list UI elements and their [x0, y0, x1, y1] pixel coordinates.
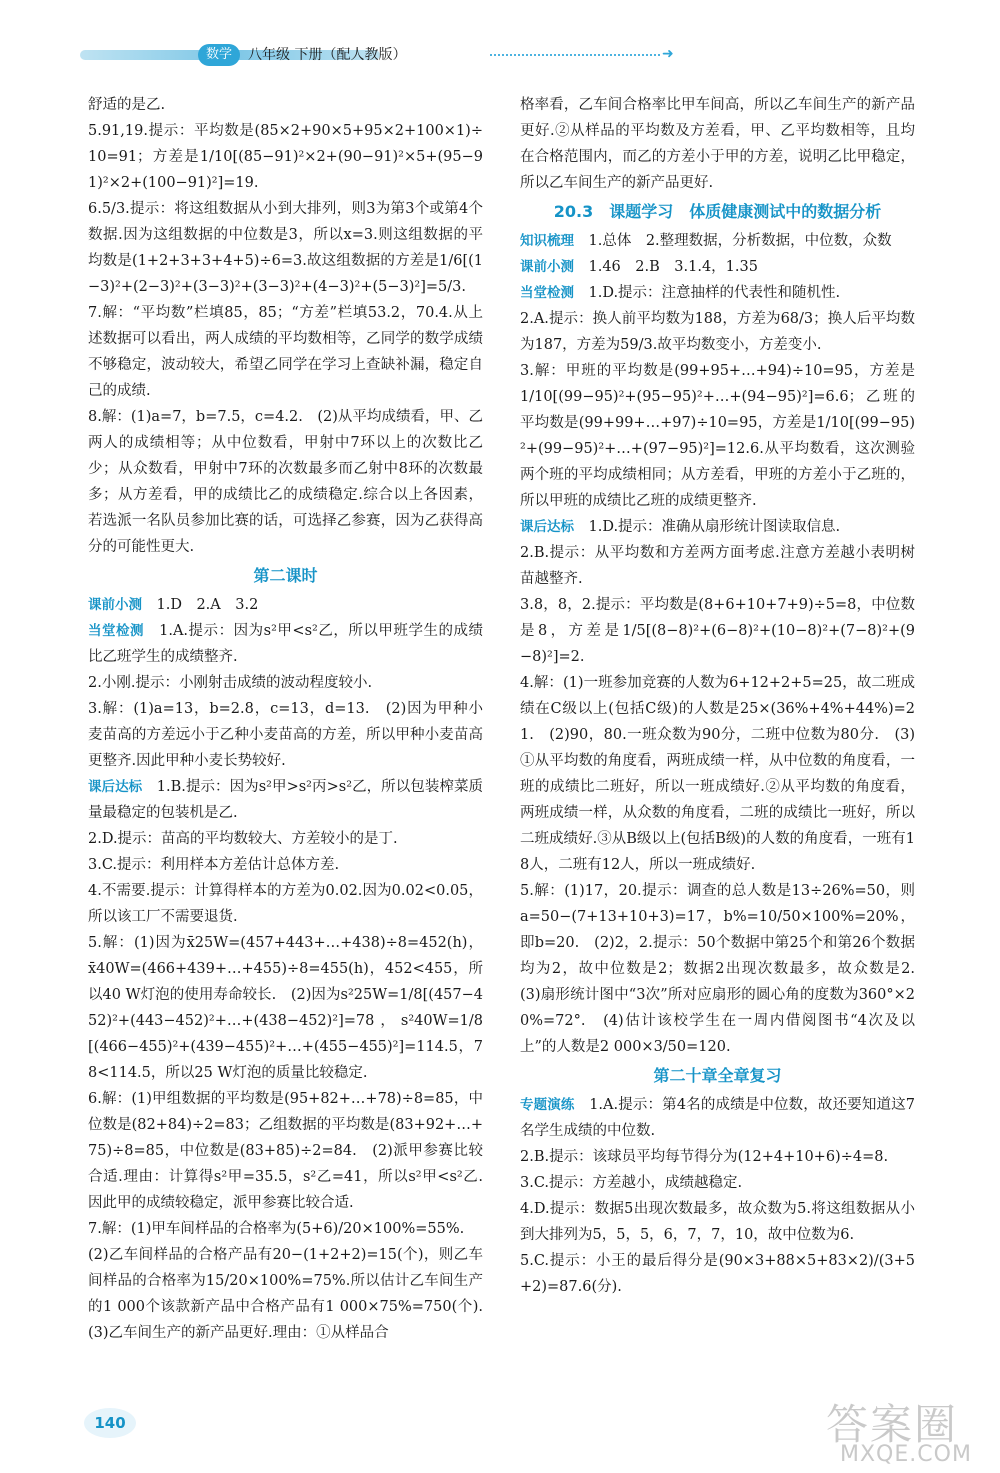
answer-text: 3.C.提示：利用样本方差估计总体方差.: [88, 857, 340, 873]
answer-text: 1.46 2.B 3.1.4，1.35: [588, 259, 758, 275]
answer-text: 2.A.提示：换人前平均数为188，方差为68/3；换人后平均数为187，方差为59/3.故平均数变小，方差变小.: [520, 311, 915, 353]
answer-block: [88, 592, 483, 618]
answer-text: 2.B.提示：从平均数和方差两方面考虑.注意方差越小表明树苗越整齐.: [520, 545, 915, 587]
answer-block: [520, 228, 915, 254]
section-heading: 第二十章全章复习: [653, 1066, 782, 1085]
answer-text: 5.C.提示：小王的最后得分是(90×3+88×5+83×2)/(3+5+2)=87.6(分).: [520, 1253, 915, 1295]
answer-text: 格率看，乙车间合格率比甲车间高，所以乙车间生产的新产品更好.②从样品的平均数及方差看，甲、乙平均数相等，且均在合格范围内，而乙的方差小于甲的方差，说明乙比甲稳定，所以乙车间生产的新产品更好.: [520, 97, 915, 191]
answer-text: 2.D.提示：苗高的平均数较大、方差较小的是丁.: [88, 831, 398, 847]
section-heading: 20.3 课题学习 体质健康测试中的数据分析: [553, 202, 882, 221]
answer-text: 3.解：甲班的平均数是(99+95+…+94)÷10=95，方差是1/10[(99−95)²+(95−95)²+…+(94−95)²]=6.6；乙班的平均数是(99+99+…+97)÷10=95，方差是1/10[(99−95)²+(99−95)²+…+(97−95)²]=12.6.从平均数看，这次测验两个班的平均成绩相同；从方差看，甲班的方差小于乙班的，所以甲班的成绩比乙班的成绩更整齐.: [520, 363, 915, 509]
block-tag: 课后达标: [88, 779, 143, 795]
watermark-url: MXQE.COM: [840, 1442, 972, 1467]
answer-text: 1.A.提示：因为s²甲<s²乙，所以甲班学生的成绩比乙班学生的成绩整齐.: [88, 623, 484, 665]
answer-text: 2.B.提示：该球员平均每节得分为(12+4+10+6)÷4=8.: [520, 1149, 889, 1165]
answer-block: [88, 618, 483, 670]
answer-text: 4.D.提示：数据5出现次数最多，故众数为5.将这组数据从小到大排列为5，5，5，6，7，7，10，故中位数为6.: [520, 1201, 915, 1243]
answer-block: [520, 514, 915, 540]
answer-text: 6.5/3.提示：将这组数据从小到大排列，则3为第3个或第4个数据.因为这组数据的中位数是3，所以x=3.则这组数据的平均数是(1+2+3+3+4+5)÷6=3.故这组数据的方差是1/6[(1−3)²+(2−3)²+(3−3)²+(3−3)²+(4−3)²+(5−3)²]=5/3.: [88, 201, 483, 295]
block-tag: 课前小测: [88, 597, 142, 613]
answer-text: 1.总体 2.整理数据，分析数据，中位数，众数: [588, 233, 892, 249]
answer-text: 1.A.提示：第4名的成绩是中位数，故还要知道这7名学生成绩的中位数.: [520, 1097, 915, 1139]
answer-block: [520, 1092, 915, 1144]
answer-text: 6.解：(1)甲组数据的平均数是(95+82+…+78)÷8=85，中位数是(82+84)÷2=83；乙组数据的平均数是(83+92+…+75)÷8=85，中位数是(83+85)÷2=84. (2)派甲参赛比较合适.理由：计算得s²甲=35.5，s²乙=41，所以s²甲<s²乙.因此甲的成绩较稳定，派甲参赛比较合适.: [88, 1091, 483, 1211]
answer-text: 舒适的是乙.: [88, 97, 166, 113]
left-column: [88, 92, 498, 1346]
answer-text: 1.D 2.A 3.2: [156, 597, 259, 613]
block-tag: 当堂检测: [520, 285, 574, 301]
answer-text: 3.8，8，2.提示：平均数是(8+6+10+7+9)÷5=8，中位数是8，方差是1/5[(8−8)²+(6−8)²+(10−8)²+(7−8)²+(9−8)²]=2.: [520, 597, 915, 665]
block-tag: 课前小测: [520, 259, 574, 275]
watermark-text: 答案圈: [826, 1400, 959, 1449]
block-tag: 专题演练: [520, 1097, 575, 1113]
answer-text: 4.不需要.提示：计算得样本的方差为0.02.因为0.02<0.05，所以该工厂不需要退货.: [88, 883, 483, 925]
arrow-right-icon: ➜: [662, 46, 674, 62]
book-title: 八年级 下册（配人教版）: [248, 47, 407, 63]
right-column: [520, 92, 930, 1300]
answer-text: 5.解：(1)17，20.提示：调查的总人数是13÷26%=50，则a=50−(7+13+10+3)=17，b%=10/50×100%=20%，即b=20. (2)2，2.提示：50个数据中第25个和第26个数据均为2，故中位数是2；数据2出现次数最多，故众数是2. (3)扇形统计图中“3次”所对应扇形的圆心角的度数为360°×20%=72°. (4)估计该校学生在一周内借阅图书“4次及以上”的人数是2 000×3/50=120.: [520, 883, 930, 1055]
answer-text: 2.小刚.提示：小刚射击成绩的波动程度较小.: [88, 675, 373, 691]
header-dotted-line: [490, 54, 660, 56]
answer-block: [520, 280, 915, 306]
answer-text: 1.B.提示：因为s²甲>s²丙>s²乙，所以包装榨菜质量最稳定的包装机是乙.: [88, 779, 484, 821]
answer-block: [88, 774, 483, 826]
answer-text: 7.解：“平均数”栏填85，85；“方差”栏填53.2，70.4.从上述数据可以看出，两人成绩的平均数相等，乙同学的数学成绩不够稳定，波动较大，希望乙同学在学习上查缺补漏，稳定自己的成绩.: [88, 305, 483, 399]
answer-text: 1.D.提示：注意抽样的代表性和随机性.: [588, 285, 841, 301]
answer-block: [520, 254, 915, 280]
answer-text: 5.91,19.提示：平均数是(85×2+90×5+95×2+100×1)÷10=91；方差是1/10[(85−91)²×2+(90−91)²×5+(95−91)²×2+(100−91)²]=19.: [88, 123, 483, 191]
answer-text: 5.解：(1)因为x̄25W=(457+443+…+438)÷8=452(h)，x̄40W=(466+439+…+455)÷8=455(h)，452<455，所以40 W灯泡的使用寿命较长. (2)因为s²25W=1/8[(457−452)²+(443−452)²+…+(438−452)²]=78，s²40W=1/8[(466−455)²+(439−455)²+…+(455−455)²]=114.5，78<114.5，所以25 W灯泡的质量比较稳定.: [88, 935, 483, 1081]
page-header: [80, 40, 930, 78]
answer-text: 3.解：(1)a=13，b=2.8，c=13，d=13. (2)因为甲种小麦苗高的方差远小于乙种小麦苗高的方差，所以甲种小麦苗高更整齐.因此甲种小麦长势较好.: [88, 701, 483, 769]
subject-badge: 数学: [198, 44, 240, 66]
page-number: 140: [84, 1408, 136, 1438]
answer-text: 4.解：(1)一班参加竞赛的人数为6+12+2+5=25，故二班成绩在C级以上(包括C级)的人数是25×(36%+4%+44%)=21. (2)90，80.一班众数为90分，二班中位数为80分. (3)①从平均数的角度看，两班成绩一样，从中位数的角度看，一班的成绩比二班好，所以一班成绩好.②从平均数的角度看，两班成绩一样，从众数的角度看，二班的成绩比一班好，所以二班成绩好.③从B级以上(包括B级)的人数的角度看，一班有18人，二班有12人，所以一班成绩好.: [520, 675, 915, 873]
watermark-logo: [800, 1392, 1000, 1472]
answer-text: 1.D.提示：准确从扇形统计图读取信息.: [588, 519, 841, 535]
answer-text: 7.解：(1)甲车间样品的合格率为(5+6)/20×100%=55%.: [88, 1221, 465, 1237]
answer-text: 3.C.提示：方差越小，成绩越稳定.: [520, 1175, 743, 1191]
section-heading: 第二课时: [253, 566, 318, 585]
block-tag: 当堂检测: [88, 623, 145, 639]
answer-text: (2)乙车间样品的合格产品有20−(1+2+2)=15(个)，则乙车间样品的合格率为15/20×100%=75%.所以估计乙车间生产的1 000个该款新产品中合格产品有1 000×75%=750(个). (3)乙车间生产的新产品更好.理由：①从样品合: [88, 1247, 498, 1341]
answer-text: 8.解：(1)a=7，b=7.5，c=4.2. (2)从平均成绩看，甲、乙两人的成绩相等；从中位数看，甲射中7环以上的次数比乙少；从众数看，甲射中7环的次数最多而乙射中8环的次数最多；从方差看，甲的成绩比乙的成绩稳定.综合以上各因素，若选派一名队员参加比赛的话，可选择乙参赛，因为乙获得高分的可能性更大.: [88, 409, 483, 555]
block-tag: 课后达标: [520, 519, 574, 535]
block-tag: 知识梳理: [520, 233, 574, 249]
